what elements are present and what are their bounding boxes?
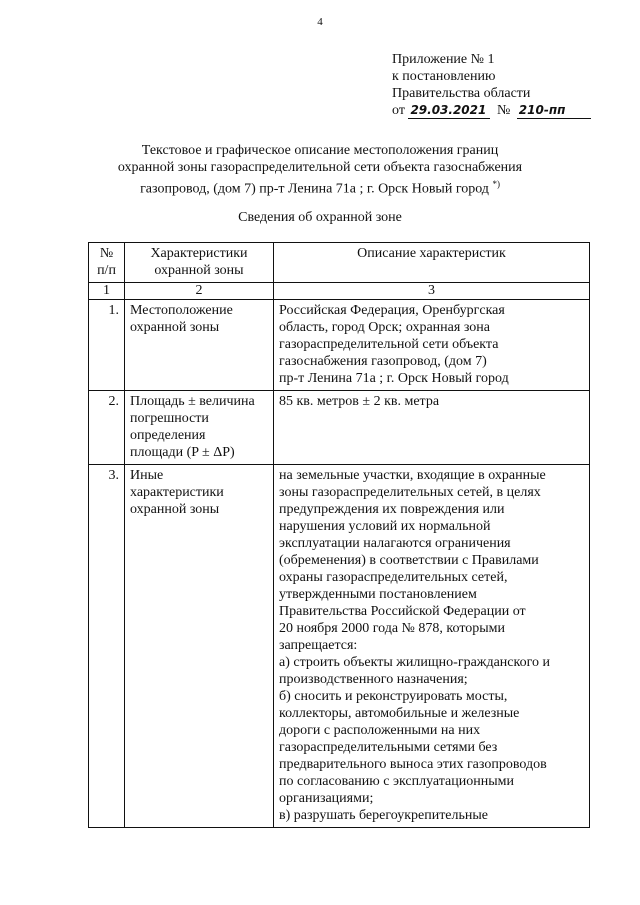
desc-line: а) строить объекты жилищно-гражданского и <box>279 655 550 670</box>
desc-line: в) разрушать берегоукрепительные <box>279 808 489 823</box>
row-number: 2. <box>89 391 125 465</box>
desc-line: охраны газораспределительных сетей, <box>279 570 508 585</box>
row-characteristic <box>125 300 274 391</box>
desc-line: производственного назначения; <box>279 672 468 687</box>
desc-line: по согласованию с эксплуатационными <box>279 774 514 789</box>
title-line-2: охранной зоны газораспределительной сети объекта газоснабжения <box>117 160 523 175</box>
desc-line: дороги с расположенными на них <box>279 723 481 738</box>
header-num <box>89 243 125 283</box>
title-footnote-mark: *) <box>492 179 500 189</box>
table-index-row <box>89 283 590 300</box>
desc-line: предупреждения их повреждения или <box>279 502 505 517</box>
desc-line: эксплуатации налагаются ограничения <box>279 536 511 551</box>
appendix-line-3: Правительства области <box>392 86 531 101</box>
header-char-line-2: охранной зоны <box>154 263 244 278</box>
title-line-3: газопровод, (дом 7) пр-т Ленина 71а ; г. Орск Новый город <box>140 181 489 197</box>
row-description <box>274 391 590 465</box>
char-line: Площадь ± величина <box>130 394 255 409</box>
appendix-line-2: к постановлению <box>392 69 496 84</box>
document-title <box>60 142 580 198</box>
desc-line: утвержденными постановлением <box>279 587 477 602</box>
char-line: охранной зоны <box>130 320 220 335</box>
desc-line: Правительства Российской Федерации от <box>279 604 526 619</box>
row-description <box>274 300 590 391</box>
table-header-row <box>89 243 590 283</box>
desc-line: на земельные участки, входящие в охранные <box>279 468 546 483</box>
desc-line: газораспределительной сети объекта <box>279 337 499 352</box>
desc-line: б) сносить и реконструировать мосты, <box>279 689 508 704</box>
desc-line: нарушения условий их нормальной <box>279 519 491 534</box>
desc-line: организациями; <box>279 791 374 806</box>
desc-line: запрещается: <box>279 638 358 653</box>
appendix-date-line <box>392 102 591 119</box>
desc-line: 85 кв. метров ± 2 кв. метра <box>279 394 440 409</box>
appendix-date: 29.03.2021 <box>408 103 490 119</box>
row-characteristic <box>125 391 274 465</box>
desc-line: коллекторы, автомобильные и железные <box>279 706 520 721</box>
char-line: охранной зоны <box>130 502 220 517</box>
appendix-from-word: от <box>392 103 405 118</box>
index-cell: 2 <box>125 283 274 300</box>
table-row <box>89 465 590 828</box>
row-number: 3. <box>89 465 125 828</box>
appendix-line-1: Приложение № 1 <box>392 52 495 67</box>
header-description: Описание характеристик <box>274 243 590 283</box>
appendix-block <box>392 51 591 119</box>
header-characteristics <box>125 243 274 283</box>
desc-line: предварительного выноса этих газопроводов <box>279 757 547 772</box>
char-line: определения <box>130 428 206 443</box>
page-number: 4 <box>317 16 323 28</box>
title-line-1: Текстовое и графическое описание местоположения границ <box>141 143 499 158</box>
index-cell: 1 <box>89 283 125 300</box>
title-line-3-wrap <box>60 176 580 198</box>
char-line: погрешности <box>130 411 209 426</box>
row-number: 1. <box>89 300 125 391</box>
header-char-line-1: Характеристики <box>150 246 248 261</box>
section-subtitle: Сведения об охранной зоне <box>238 210 402 225</box>
row-characteristic <box>125 465 274 828</box>
desc-line: (обременения) в соответствии с Правилами <box>279 553 539 568</box>
desc-line: зоны газораспределительных сетей, в целях <box>279 485 541 500</box>
header-num-line-1: № <box>99 246 114 261</box>
zone-info-table <box>88 242 590 828</box>
appendix-number-sign: № <box>496 103 511 118</box>
index-cell: 3 <box>274 283 590 300</box>
row-description <box>274 465 590 828</box>
char-line: площади (P ± ΔP) <box>130 445 235 460</box>
desc-line: пр-т Ленина 71а ; г. Орск Новый город <box>279 371 509 386</box>
char-line: Иные <box>130 468 164 483</box>
char-line: характеристики <box>130 485 224 500</box>
desc-line: область, город Орск; охранная зона <box>279 320 490 335</box>
table-row <box>89 391 590 465</box>
desc-line: газораспределительными сетями без <box>279 740 498 755</box>
char-line: Местоположение <box>130 303 233 318</box>
table-row <box>89 300 590 391</box>
desc-line: газоснабжения газопровод, (дом 7) <box>279 354 487 369</box>
desc-line: 20 ноября 2000 года № 878, которыми <box>279 621 506 636</box>
header-num-line-2: п/п <box>97 263 116 278</box>
desc-line: Российская Федерация, Оренбургская <box>279 303 505 318</box>
appendix-number: 210-пп <box>517 103 591 119</box>
